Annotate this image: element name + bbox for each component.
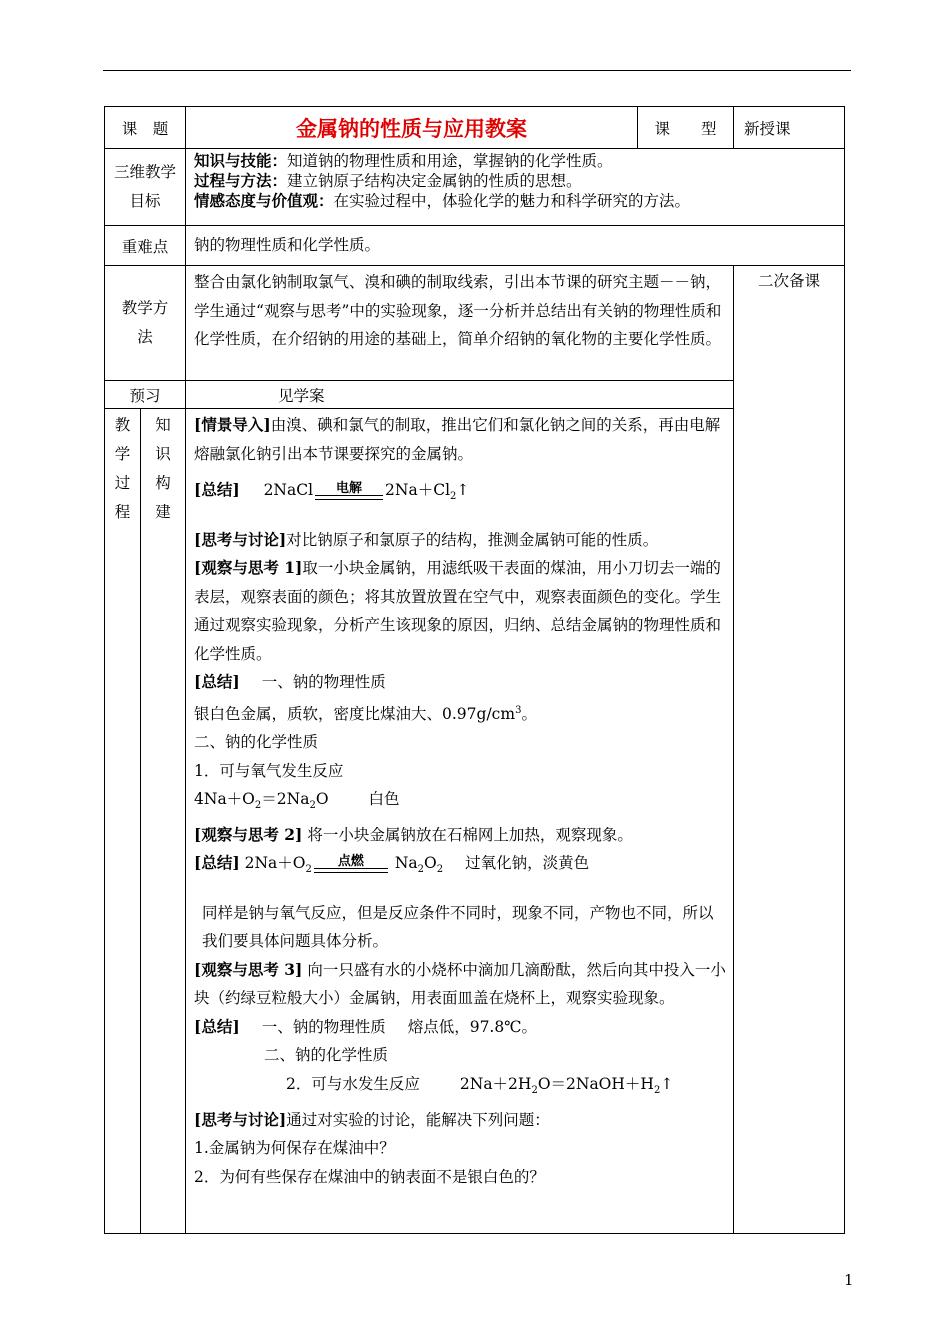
question-2: 2．为何有些保存在煤油中的钠表面不是银白色的？	[194, 1167, 545, 1186]
observe-1: [观察与思考 1]取一小块金属钠，用滤纸吸干表面的煤油，用小刀切去一端的表层，观察表面的颜色；将其放置放置在空气中，观察表面颜色的变化。学生通过观察实验现象，分析产生该现象的原因，归纳、总结金属钠的物理性质和化学性质。	[194, 558, 722, 663]
same-reaction-note: 同样是钠与氧气反应，但是反应条件不同时，现象不同，产物也不同，所以我们要具体问题具体分析。	[202, 903, 714, 951]
row-goals	[105, 149, 845, 226]
intro-paragraph: [情景导入]由溴、碘和氯气的制取，推出它们和氯化钠之间的关系，再由电解熔融氯化钠引出本节课要探究的金属钠。	[194, 415, 721, 463]
label-preview: 预习	[105, 381, 186, 409]
page-number: 1	[844, 1271, 854, 1289]
equation-water: 2．可与水发生反应 $2Na+2H_2O=2NaOH+H_2↑$	[286, 1074, 674, 1097]
discussion-2: [思考与讨论]通过对实验的讨论，能解决下列问题：	[194, 1109, 550, 1129]
discussion-1: [思考与讨论]对比钠原子和氯原子的结构，推测金属钠可能的性质。	[194, 529, 659, 549]
label-method: 教学方法	[105, 266, 186, 381]
chemical-item-1: 1．可与氧气发生反应	[194, 761, 344, 780]
label-second-prep: 二次备课	[734, 266, 845, 1234]
summary-water: [总结] 一、钠的物理性质 熔点低，97.8℃。	[194, 1016, 538, 1036]
gas-arrow-icon: ↑	[456, 481, 470, 499]
method-text: 整合由氯化钠制取氯气、溴和碘的制取线索，引出本节课的研究主题－－钠，学生通过“观察与思考”中的实验现象，逐一分析并总结出有关钠的物理性质和化学性质，在介绍钠的用途的基础上，简单介绍钠的氧化物的主要化学性质。	[186, 266, 734, 381]
type-value: 新授课	[734, 107, 845, 149]
reaction-arrow: 电解	[315, 482, 383, 500]
label-process: 教学过程	[105, 409, 141, 1234]
row-process	[105, 409, 845, 1234]
goal-emotion: 情感态度与价值观：在实验过程中，体验化学的魅力和科学研究的方法。	[194, 191, 691, 210]
summary-physical: [总结] 一、钠的物理性质	[194, 672, 386, 692]
lesson-plan-table	[104, 106, 845, 1234]
row-topic	[105, 107, 845, 149]
goals-content	[186, 149, 845, 226]
label-type: 课 型	[638, 107, 734, 149]
preview-text: 见学案	[186, 381, 734, 409]
goal-knowledge: 知识与技能：知道钠的物理性质和用途，掌握钠的化学性质。	[194, 151, 613, 170]
question-1: 1.金属钠为何保存在煤油中？	[194, 1139, 395, 1158]
row-key-points	[105, 226, 845, 266]
observe-2: [观察与思考 2] 将一小块金属钠放在石棉网上加热，观察现象。	[194, 824, 633, 844]
label-knowledge-build: 知识构建	[141, 409, 186, 1234]
label-goals: 三维教学目标	[105, 149, 186, 226]
equation-electrolysis: [总结] 2NaCl 电解 $2Na+Cl_2↑$	[194, 480, 470, 503]
chemical-title: 二、钠的化学性质	[194, 733, 319, 752]
row-preview	[105, 381, 845, 409]
row-method	[105, 266, 845, 381]
equation-combustion: [总结] $2Na+O_2$ 点燃 $Na_2O_2$ 过氧化钠，淡黄色	[194, 853, 590, 876]
observe-3: [观察与思考 3] 向一只盛有水的小烧杯中滴加几滴酚酞，然后向其中投入一小块（约绿豆粒般大小）金属钠，用表面皿盖在烧杯上，观察实验现象。	[194, 959, 726, 1008]
reaction-arrow: 点燃	[314, 855, 388, 873]
label-topic: 课 题	[105, 107, 186, 149]
goal-process: 过程与方法：建立钠原子结构决定金属钠的性质的思想。	[194, 171, 582, 190]
page-title: 金属钠的性质与应用教案	[186, 107, 638, 149]
equation-oxidation: $4Na+O_2=2Na_2O$ 白色	[194, 790, 400, 812]
gas-arrow-icon: ↑	[660, 1074, 674, 1093]
physical-properties: 银白色金属，质软，密度比煤油大、$0.97g/cm^3$。	[194, 704, 537, 723]
label-key-points: 重难点	[105, 226, 186, 266]
key-points-text: 钠的物理性质和化学性质。	[186, 226, 845, 266]
header-rule	[103, 70, 851, 71]
process-content	[186, 409, 734, 1234]
chemical-title-2: 二、钠的化学性质	[264, 1046, 389, 1065]
